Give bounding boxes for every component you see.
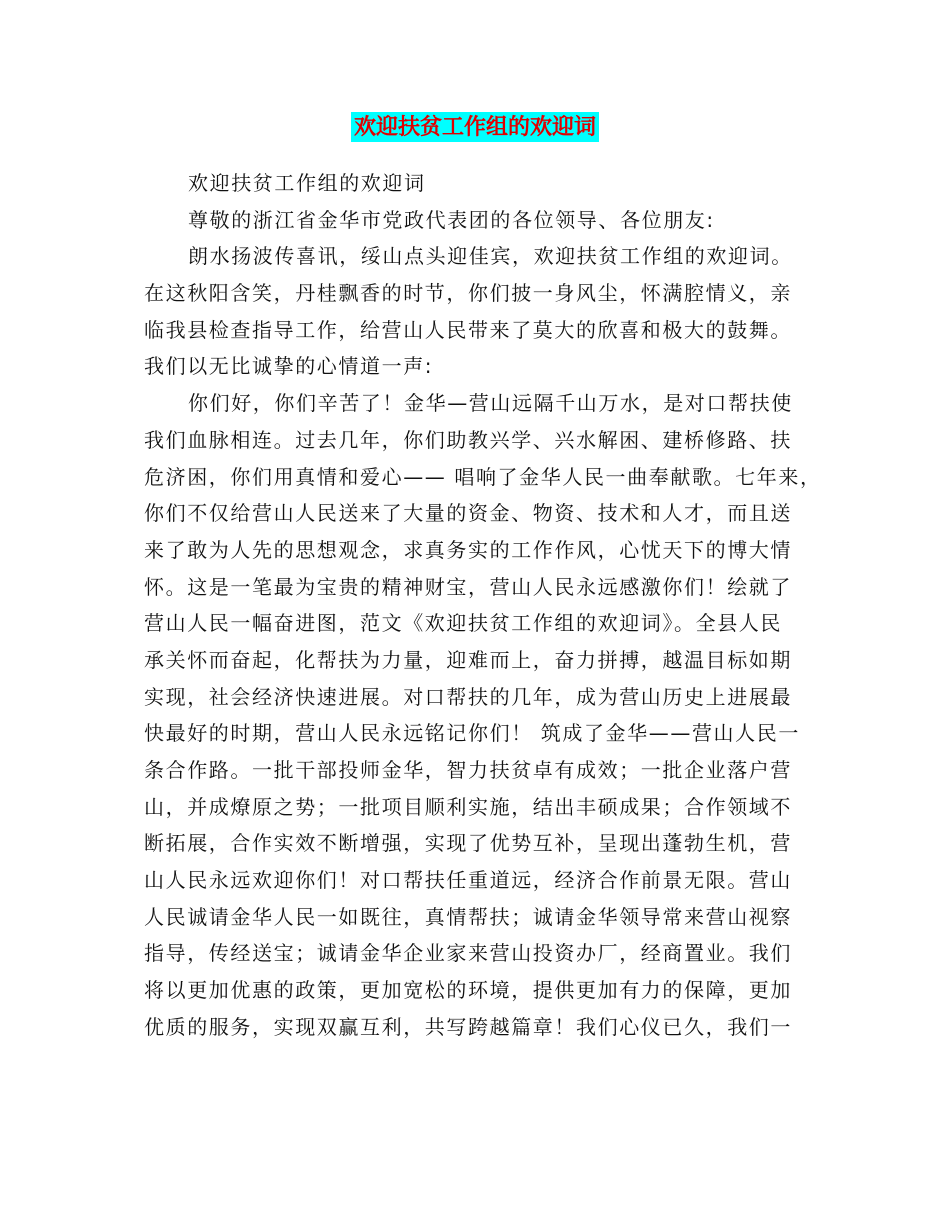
text-line: 你们不仅给营山人民送来了大量的资金、物资、技术和人才，而且送 — [144, 501, 792, 526]
text-line: 条合作路。一批干部投师金华，智力扶贫卓有成效；一批企业落户营 — [144, 758, 792, 782]
title-container — [0, 112, 950, 142]
text-line: 我们血脉相连。过去几年，你们助教兴学、兴水解困、建桥修路、扶 — [144, 427, 792, 452]
text-line: 怀。这是一笔最为宝贵的精神财宝，营山人民永远感激你们！绘就了 — [144, 574, 792, 599]
document-body — [144, 165, 824, 1046]
text-line: 临我县检查指导工作，给营山人民带来了莫大的欣喜和极大的鼓舞。 — [144, 317, 792, 342]
text-line: 山，并成燎原之势；一批项目顺利实施，结出丰硕成果；合作领域不 — [144, 794, 792, 819]
text-line: 危济困，你们用真情和爱心—— 唱响了金华人民一曲奉献歌。七年来， — [144, 464, 822, 489]
text-line: 欢迎扶贫工作组的欢迎词 — [188, 171, 426, 195]
text-line: 你们好，你们辛苦了！金华—营山远隔千山万水，是对口帮扶使 — [188, 391, 793, 416]
text-line: 在这秋阳含笑，丹桂飘香的时节，你们披一身风尘，怀满腔情义，亲 — [144, 281, 792, 306]
text-line: 我们以无比诚挚的心情道一声: — [144, 354, 434, 379]
text-line: 优质的服务，实现双赢互利，共写跨越篇章！我们心仪已久，我们一 — [144, 1014, 792, 1039]
text-line: 营山人民一幅奋进图，范文《欢迎扶贫工作组的欢迎词》。全县人民 — [144, 611, 782, 636]
text-line: 来了敢为人先的思想观念，求真务实的工作作风，心忧天下的博大情 — [144, 537, 792, 562]
text-line: 山人民永远欢迎你们！对口帮扶任重道远，经济合作前景无限。营山 — [144, 868, 792, 893]
text-line: 实现，社会经济快速进展。对口帮扶的几年，成为营山历史上进展最 — [144, 684, 792, 709]
text-line: 承关怀而奋起，化帮扶为力量，迎难而上，奋力拼搏，越温目标如期 — [144, 647, 792, 672]
text-line: 将以更加优惠的政策，更加宽松的环境，提供更加有力的保障，更加 — [144, 978, 792, 1003]
text-line: 朗水扬波传喜讯，绥山点头迎佳宾，欢迎扶贫工作组的欢迎词。 — [188, 244, 793, 269]
text-line: 人民诚请金华人民一如既往，真情帮扶；诚请金华领导常来营山视察 — [144, 904, 792, 929]
text-line: 指导，传经送宝；诚请金华企业家来营山投资办厂，经商置业。我们 — [144, 941, 792, 966]
text-line: 断拓展，合作实效不断增强，实现了优势互补，呈现出蓬勃生机，营 — [144, 831, 792, 856]
text-line: 尊敬的浙江省金华市党政代表团的各位领导、各位朋友: — [188, 207, 715, 232]
text-line: 快最好的时期，营山人民永远铭记你们！ 筑成了金华——营山人民一 — [144, 721, 800, 746]
document-title: 欢迎扶贫工作组的欢迎词 — [351, 112, 599, 142]
